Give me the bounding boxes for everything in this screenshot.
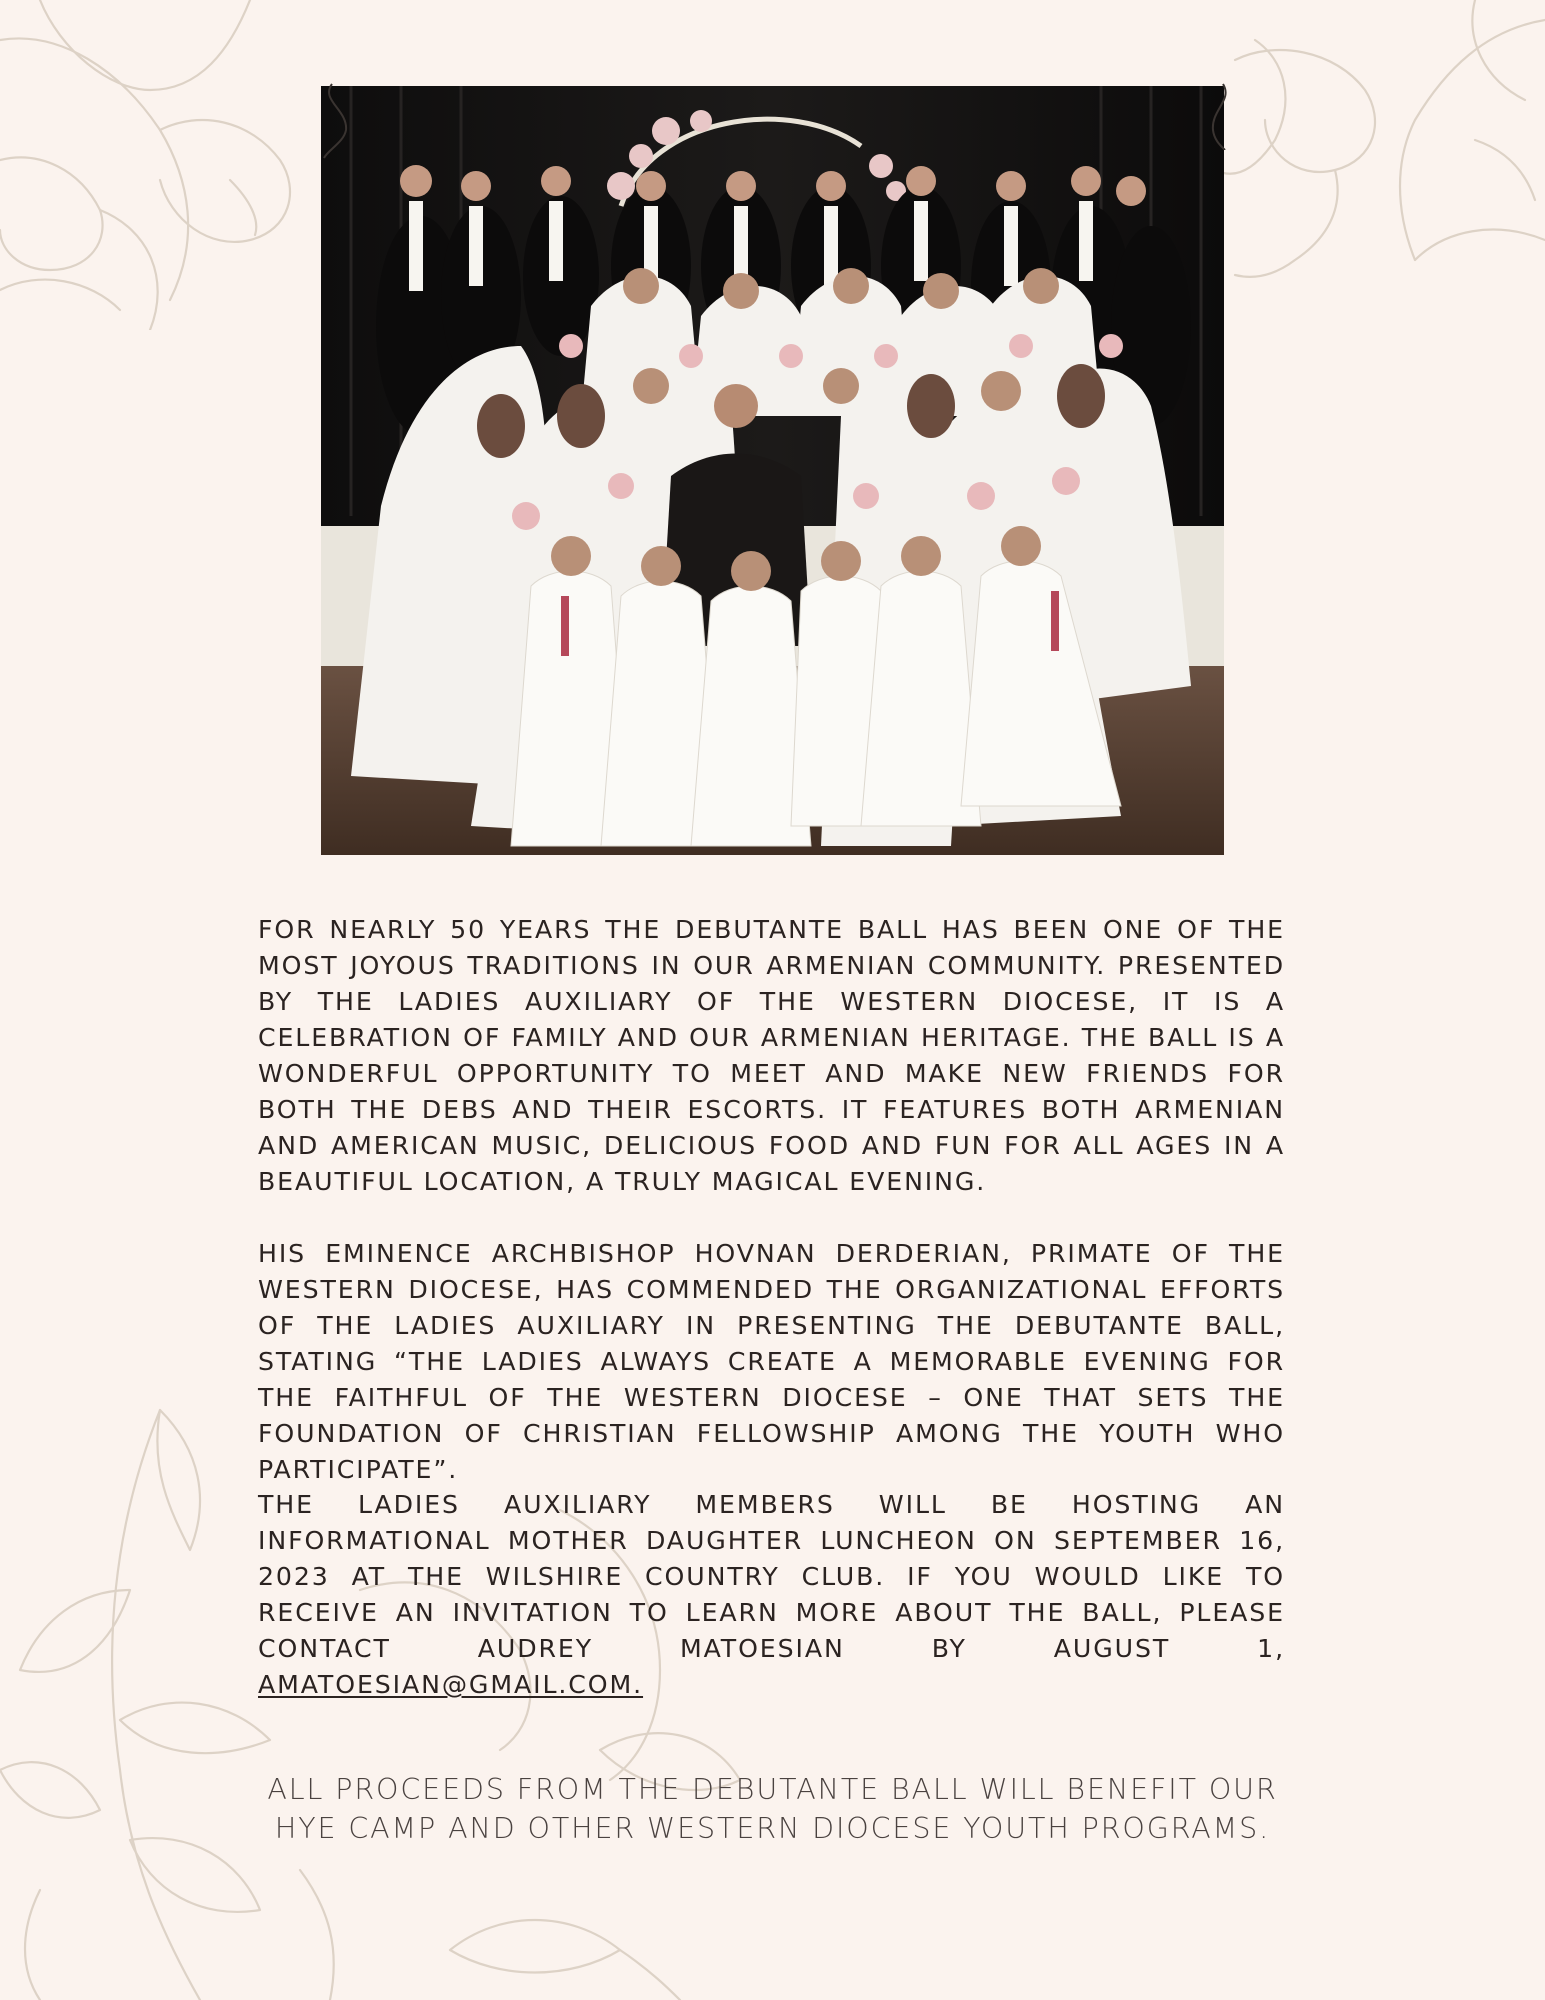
paragraph-primate-quote: HIS EMINENCE ARCHBISHOP HOVNAN DERDERIAN, PRIMATE OF THE WESTERN DIOCESE, HAS COMMENDED THE ORGANIZATIONAL EFFORTS OF THE LADIES AUXILIARY IN PRESENTING THE DEBUTANTE BALL, STATING “THE LADIES ALWAYS CREATE A MEMORABLE EVENING FOR THE FAITHFUL OF THE WESTERN DIOCESE – ONE THAT SETS THE FOUNDATION OF CHRISTIAN FELLOWSHIP AMONG THE YOUTH WHO PARTICIPATE”. [258, 1239, 1285, 1484]
paragraph-history: FOR NEARLY 50 YEARS THE DEBUTANTE BALL HAS BEEN ONE OF THE MOST JOYOUS TRADITIONS IN OUR ARMENIAN COMMUNITY. PRESENTED BY THE LADIES AUXILIARY OF THE WESTERN DIOCESE, IT IS A CELEBRATION OF FAMILY AND OUR ARMENIAN HERITAGE. THE BALL IS A WONDERFUL OPPORTUNITY TO MEET AND MAKE NEW FRIENDS FOR BOTH THE DEBS AND THEIR ESCORTS. IT FEATURES BOTH ARMENIAN AND AMERICAN MUSIC, DELICIOUS FOOD AND FUN FOR ALL AGES IN A BEAUTIFUL LOCATION, A TRULY MAGICAL EVENING. [258, 915, 1285, 1196]
closing-line-1: ALL PROCEEDS FROM THE DEBUTANTE BALL WILL BENEFIT OUR [267, 1773, 1278, 1806]
ribbon-curl-left [318, 80, 358, 160]
closing-line-2: HYE CAMP AND OTHER WESTERN DIOCESE YOUTH PROGRAMS. [274, 1812, 1271, 1845]
floral-decoration-top-right [1215, 0, 1545, 320]
luncheon-text: THE LADIES AUXILIARY MEMBERS WILL BE HOSTING AN INFORMATIONAL MOTHER DAUGHTER LUNCHEON ON SEPTEMBER 16, 2023 AT THE WILSHIRE COUNTRY CLUB. IF YOU WOULD LIKE TO RECEIVE AN INVITATION TO LEARN MORE ABOUT THE BALL, PLEASE CONTACT AUDREY MATOESIAN BY AUGUST 1, [258, 1490, 1285, 1663]
ribbon-curl-right [1205, 80, 1235, 150]
closing-statement [220, 1770, 1325, 1848]
floral-decoration-top-left [0, 0, 340, 330]
contact-email-link[interactable]: AMATOESIAN@GMAIL.COM. [258, 1670, 644, 1699]
debutante-group-photo [321, 86, 1224, 855]
paragraph-luncheon-invitation [258, 1487, 1285, 1703]
